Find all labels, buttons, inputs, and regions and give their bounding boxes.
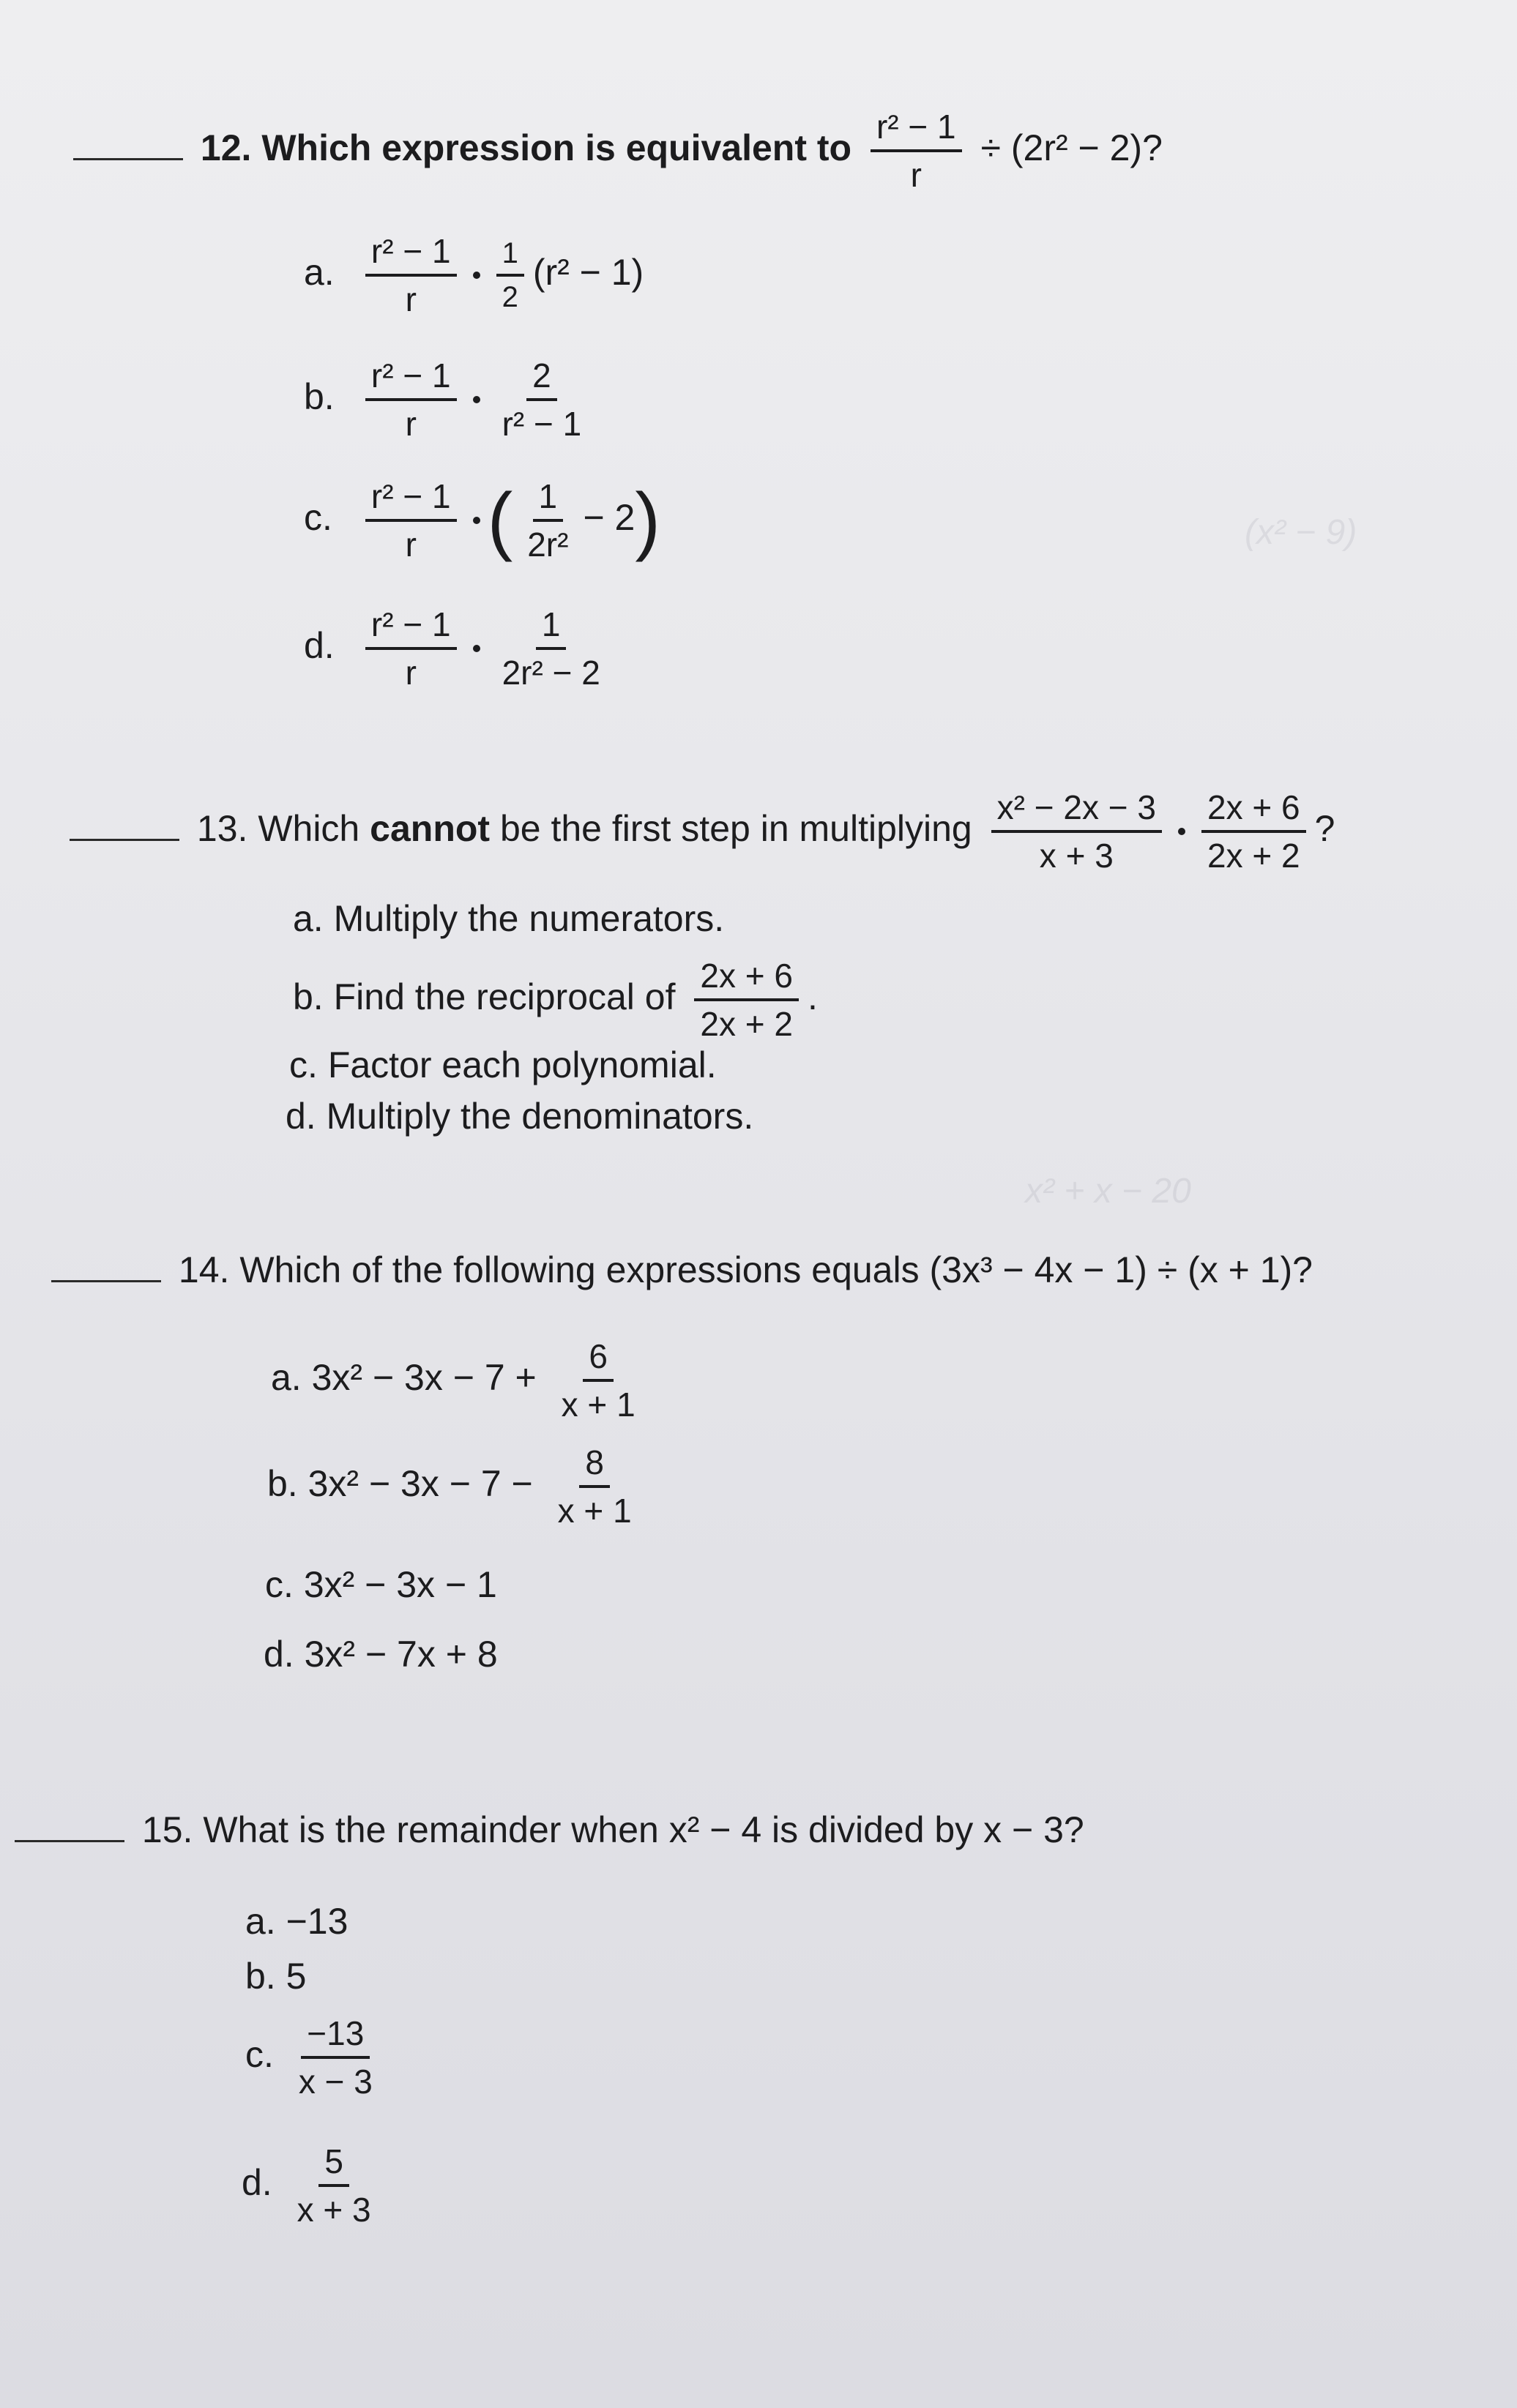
fraction — [991, 788, 1162, 875]
fraction — [365, 234, 457, 316]
question-text: Which of the following expressions equals — [239, 1249, 920, 1290]
bleed-through-mark: (x² − 9) — [1245, 513, 1357, 552]
option-text: 5 — [286, 1956, 307, 1997]
option-letter: b. — [245, 1956, 276, 1997]
option-letter: c. — [265, 1564, 294, 1605]
option-letter: d. — [264, 1634, 294, 1675]
multiply-dot — [473, 396, 480, 403]
option-12c[interactable] — [304, 477, 660, 564]
question-14 — [51, 1249, 1313, 1290]
option-text: Find the reciprocal of — [333, 976, 676, 1018]
denominator: 2r² — [527, 526, 569, 564]
question-text: What is the remainder when x² − 4 is divided by x − 3? — [203, 1809, 1084, 1850]
option-12a[interactable] — [304, 234, 644, 316]
option-letter: c. — [304, 497, 332, 539]
option-15b[interactable] — [245, 1956, 307, 1997]
expression-rest: ÷ (2r² − 2)? — [980, 127, 1163, 169]
option-letter: a. — [293, 898, 324, 939]
question-12 — [73, 110, 1163, 192]
fraction — [365, 477, 457, 564]
multiply-dot — [1178, 828, 1185, 835]
option-letter: d. — [242, 2162, 272, 2204]
option-14a[interactable] — [271, 1337, 650, 1424]
option-15d[interactable] — [242, 2142, 386, 2229]
question-number: 15. — [141, 1809, 193, 1850]
numerator: 1 — [536, 607, 567, 650]
multiply-dot — [473, 517, 480, 524]
question-expression: (3x³ − 4x − 1) ÷ (x + 1)? — [929, 1249, 1313, 1290]
denominator: 2x + 2 — [1207, 837, 1300, 875]
fraction — [365, 605, 457, 692]
denominator: r² − 1 — [502, 405, 582, 443]
answer-blank-13[interactable] — [70, 839, 179, 841]
option-text: 3x² − 3x − 1 — [303, 1564, 497, 1605]
fraction — [871, 110, 962, 192]
question-text-pre: Which — [258, 808, 360, 850]
numerator: r² − 1 — [365, 359, 457, 401]
answer-blank-12[interactable] — [73, 158, 183, 160]
bleed-through-mark: x² + x − 20 — [1025, 1172, 1191, 1211]
question-number: 13. — [196, 808, 248, 850]
numerator: 2x + 6 — [1201, 790, 1306, 833]
multiply-dot — [473, 645, 480, 652]
option-letter: b. — [293, 976, 324, 1018]
option-12d[interactable] — [304, 605, 615, 692]
numerator: r² − 1 — [365, 234, 457, 277]
numerator: 6 — [583, 1339, 614, 1382]
denominator: 2r² − 2 — [502, 654, 600, 692]
option-end: . — [808, 976, 818, 1018]
numerator: 1 — [496, 239, 524, 277]
denominator: r — [405, 405, 417, 443]
left-paren: ( — [487, 478, 513, 563]
option-text: −13 — [286, 1901, 348, 1942]
denominator: x + 1 — [561, 1386, 636, 1424]
option-14c[interactable] — [265, 1566, 497, 1603]
fraction — [291, 2142, 377, 2229]
option-14d[interactable] — [264, 1634, 498, 1675]
question-15 — [15, 1811, 1084, 1848]
question-number: 14. — [178, 1249, 230, 1290]
question-text: Which expression is equivalent to — [261, 127, 852, 169]
numerator: 5 — [318, 2145, 349, 2187]
option-12b[interactable] — [304, 356, 596, 443]
numerator: r² − 1 — [365, 479, 457, 522]
right-paren: ) — [635, 478, 660, 563]
numerator: r² − 1 — [871, 110, 962, 152]
option-tail: − 2 — [583, 497, 636, 539]
denominator: r — [405, 280, 417, 318]
option-13c[interactable] — [289, 1044, 717, 1085]
option-letter: b. — [267, 1463, 298, 1505]
numerator: 1 — [533, 479, 564, 522]
fraction — [293, 2014, 379, 2101]
numerator: 2x + 6 — [694, 959, 799, 1001]
question-text-post: be the first step in multiplying — [499, 808, 972, 850]
numerator: x² − 2x − 3 — [991, 790, 1162, 833]
question-emphasis: cannot — [370, 808, 491, 850]
option-letter: d. — [304, 625, 335, 667]
option-text: Multiply the numerators. — [333, 898, 725, 939]
fraction — [1201, 788, 1306, 875]
option-14b[interactable] — [267, 1443, 646, 1530]
option-13a[interactable] — [293, 900, 724, 937]
option-15a[interactable] — [245, 1903, 348, 1940]
answer-blank-15[interactable] — [15, 1840, 124, 1842]
option-letter: a. — [245, 1901, 276, 1942]
option-13b[interactable] — [293, 959, 818, 1041]
option-tail: (r² − 1) — [532, 252, 644, 293]
denominator: 2 — [502, 281, 518, 313]
option-text: 3x² − 3x − 7 − — [308, 1463, 533, 1505]
fraction — [496, 605, 606, 692]
option-text: Multiply the denominators. — [326, 1096, 754, 1137]
fraction — [552, 1443, 638, 1530]
numerator: r² − 1 — [365, 607, 457, 650]
question-13 — [70, 788, 1335, 875]
multiply-dot — [473, 272, 480, 279]
option-text: 3x² − 7x + 8 — [304, 1634, 498, 1675]
option-letter: c. — [245, 2034, 274, 2076]
numerator: 8 — [579, 1446, 610, 1488]
answer-blank-14[interactable] — [51, 1280, 161, 1282]
denominator: x + 3 — [1039, 837, 1114, 875]
option-text: 3x² − 3x − 7 + — [311, 1357, 537, 1399]
question-end: ? — [1314, 808, 1335, 850]
fraction — [496, 239, 524, 312]
option-letter: a. — [271, 1357, 302, 1399]
fraction — [694, 959, 799, 1041]
denominator: 2x + 2 — [700, 1005, 794, 1043]
option-letter: c. — [289, 1044, 318, 1085]
denominator: r — [405, 526, 417, 564]
denominator: r — [405, 654, 417, 692]
denominator: r — [910, 156, 922, 194]
option-13d[interactable] — [286, 1096, 754, 1137]
denominator: x − 3 — [298, 2063, 373, 2101]
option-letter: a. — [304, 252, 335, 293]
fraction — [521, 477, 574, 564]
option-letter: d. — [286, 1096, 316, 1137]
option-text: Factor each polynomial. — [327, 1044, 717, 1085]
fraction — [556, 1337, 641, 1424]
option-letter: b. — [304, 376, 335, 418]
denominator: x + 1 — [557, 1492, 632, 1530]
numerator: −13 — [301, 2016, 370, 2059]
fraction — [496, 356, 588, 443]
denominator: x + 3 — [297, 2191, 371, 2229]
question-number: 12. — [200, 127, 252, 169]
fraction — [365, 356, 457, 443]
numerator: 2 — [526, 359, 557, 401]
option-15c[interactable] — [245, 2014, 387, 2101]
